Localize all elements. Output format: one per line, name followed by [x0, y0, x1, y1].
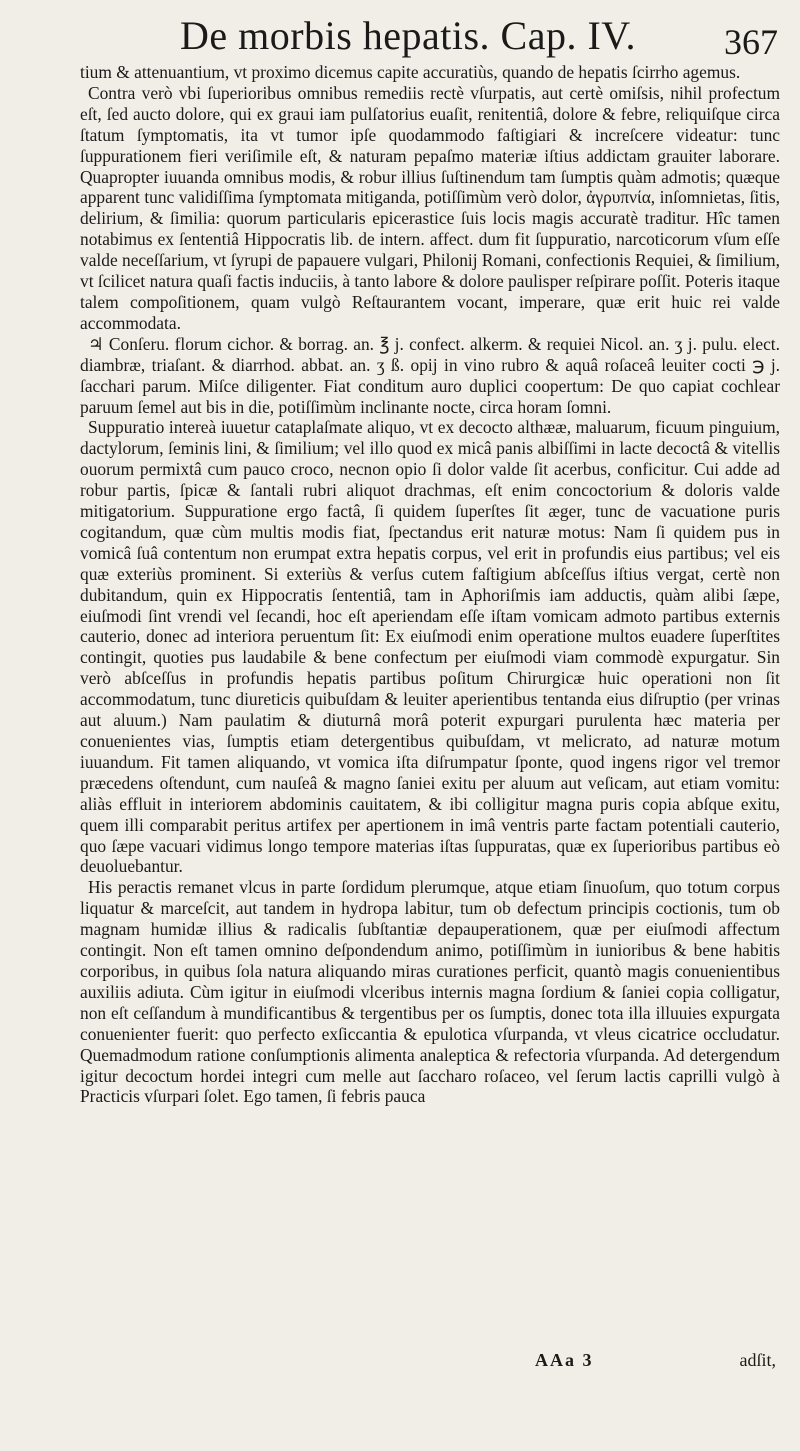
- page-footer: [0, 1350, 800, 1380]
- paragraph: Contra verò vbi ſuperioribus omnibus remediis rectè vſurpatis, aut certè omiſsis, nihil profectum eſt, ſed aucto dolore, qui ex graui iam pulſatorius euaſit, renitentiâ, dolore & febre, reliquiſque circa ſtatum ſymptomatis, ita vt tumor ipſe quodammodo faſtigiari & increſcere videatur: tunc ſuppurationem fieri veriſimile eſt, & naturam pepaſmo materiæ iſtius addictam grauiter laborare. Quapropter iuuanda omnibus modis, & robur illius ſuſtinendum tam ſumptis quàm admotis; quæque apparent tunc validiſſima ſymptomata mitiganda, potiſſimùm verò dolor, ἀγρυπνία, inſomnietas, ſitis, delirium, & ſimilia: quorum particularis epicerastice ſuis locis magis accuratè traditur. Hîc tamen notabimus ex ſententiâ Hippocratis lib. de intern. affect. dum fit ſuppuratio, narcoticorum vſum eſſe valde neceſſarium, vt ſyrupi de papauere vulgari, Philonij Romani, confectionis Requiei, & ſimilium, vt ſcilicet natura quaſi factis induciis, à tanto labore & dolore paulisper reſpirare poſſit. Poteris itaque talem compoſitionem, quam vulgò Reſtaurantem vocant, imperare, quæ erit huic rei valde accommodata.: [80, 82, 780, 333]
- running-title: De morbis hepatis. Cap. IV.: [180, 13, 637, 58]
- paragraph: His peractis remanet vlcus in parte ſordidum plerumque, atque etiam ſinuoſum, quo totum corpus liquatur & marceſcit, aut tandem in hydropa labitur, tum ob defectum principis coctionis, tum ob magnam humidæ illius & radicalis ſubſtantiæ depauperationem, quæ per eiuſmodi affectum contingit. Non eſt tamen omnino deſpondendum animo, potiſſimùm in iunioribus & bene habitis corporibus, in quibus ſola natura aliquando miras curationes perficit, quantò magis conuenientibus auxiliis adiuta. Cùm igitur in eiuſmodi vlceribus internis magna ſordium & ſaniei copia colligatur, non eſt ceſſandum à mundificantibus & tergentibus per os ſumptis, donec tota illa illuuies expurgata conuenienter fuerit: quo perfecto exſiccantia & epulotica vſurpanda, vt vleus cicatrice occludatur. Quemadmodum ratione conſumptionis alimenta analeptica & refectoria vſurpanda. Ad detergendum igitur decoctum hordei integri cum melle aut ſaccharo roſaceo, vel ſerum lactis caprilli vulgò à Practicis vſurpari ſolet. Ego tamen, ſi febris pauca: [80, 877, 780, 1107]
- catchword: adſit,: [739, 1350, 776, 1370]
- prescription-paragraph: ♃ Conſeru. florum cichor. & borrag. an. ℥ j. confect. alkerm. & requiei Nicol. an. ʒ j. pulu. elect. diambræ, triaſant. & diarrhod. abbat. an. ʒ ß. opij in vino rubro & aquâ roſaceâ leuiter cocti ℈ j. ſacchari parum. Miſce diligenter. Fiat conditum auro duplici coopertum: De quo capiat cochlear paruum ſemel aut bis in die, potiſſimùm inclinante nocte, circa horam ſomni.: [80, 333, 780, 417]
- page-header: [0, 6, 800, 62]
- page-number: 367: [724, 22, 778, 62]
- body-text: [80, 62, 780, 1107]
- paragraph: tium & attenuantium, vt proximo dicemus capite accuratiùs, quando de hepatis ſcirrho agemus.: [80, 62, 741, 82]
- paragraph: Suppuratio intereà iuuetur cataplaſmate aliquo, vt ex decocto althææ, maluarum, ficuum pinguium, dactylorum, ſeminis lini, & ſimilium; vel illo quod ex micâ panis albiſſimi in lacte decoctâ & vitellis ouorum permixtâ cum pauco croco, necnon opio ſi dolor valde ſit acerbus, conficitur. Cui adde ad robur partis, ſpicæ & ſantali rubri aliquot drachmas, eſt enim concoctorium & doloris valde mitigatorium. Suppuratione ergo factâ, ſi quidem ſuperſtes ſit æger, tunc de vacuatione puris cogitandum, quæ cùm multis modis fiat, ſpectandus erit naturæ motus: Nam ſi quidem pus in vomicâ ſuâ contentum non erumpat extra hepatis corpus, vel erit in profundis eius partibus; vel eis quæ exteriùs prominent. Si exteriùs & verſus cutem faſtigium abſceſſus iſtius vergat, certè non dubitandum, quin ex Hippocratis ſententiâ, tam in Aphoriſmis iam adductis, quàm alibi ſæpe, eiuſmodi ſint vrendi vel ſecandi, hoc eſt aperiendam eſſe iſtam vomicam admoto partibus externis cauterio, donec ad interiora peruentum ſit: Ex eiuſmodi enim operatione multos euadere ſuperſtites contingit, quoties pus laudabile & bene confectum per eiuſmodi viam commodè expurgatur. Sin verò abſceſſus in profundis hepatis partibus poſitum Chirurgicæ huic operationi non ſit accommodatum, tunc diureticis quibuſdam & leuiter aperientibus tentanda eius diſruptio (per vrinas aut aluum.) Nam paulatim & diuturnâ morâ poterit expurgari purulenta hæc materia per conuenientes vias, ſumptis etiam detergentibus quibuſdam, vt melicrato, ad naturæ motum iuuandum. Fit tamen aliquando, vt vomica iſta diſrumpatur ſponte, quod ingens rigor vel tremor præcedens oſtendunt, cum nauſeâ & magno ſaniei exitu per aluum aut veſicam, aut etiam vomitu: aliàs effluit in interiorem abdominis cauitatem, & ibi colligitur magna puris copia abſque exitu, quem illi comparabit peritus artifex per apertionem in imâ ventris parte factam potentiali cauterio, quo ſæpe vacuari vidimus longo tempore materias iſtas ſuppuratas, quæ ex ſuperioribus partibus eò deuoluebantur.: [80, 417, 780, 877]
- signature-mark: AAa 3: [535, 1350, 594, 1370]
